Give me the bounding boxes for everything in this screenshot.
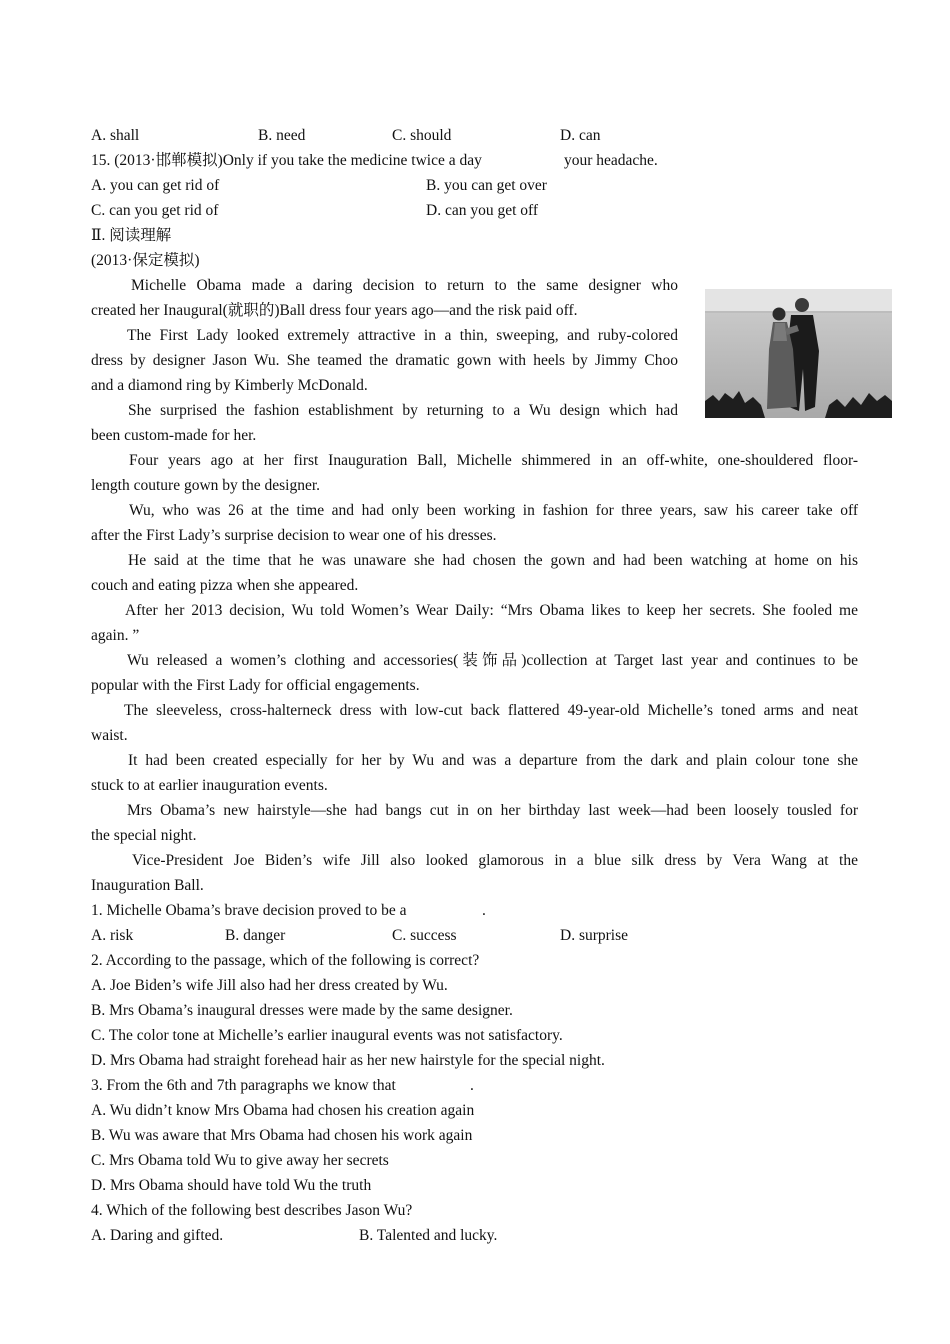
passage-line: and a diamond ring by Kimberly McDonald. bbox=[91, 377, 368, 394]
q1-option-a: A. risk bbox=[91, 927, 134, 944]
passage-line: again. ” bbox=[91, 627, 140, 644]
passage-line: stuck to at earlier inauguration events. bbox=[91, 777, 328, 794]
q1-stem: 1. Michelle Obama’s brave decision proved to be a bbox=[91, 902, 407, 919]
passage-line: couch and eating pizza when she appeared. bbox=[91, 577, 359, 594]
q3-option-a: A. Wu didn’t know Mrs Obama had chosen his creation again bbox=[91, 1102, 475, 1119]
passage-line: Four years ago at her first Inauguration Ball, Michelle shimmered in an off-white, one-shouldered floor- bbox=[129, 452, 858, 469]
passage-line: waist. bbox=[91, 727, 128, 744]
q3-option-d: D. Mrs Obama should have told Wu the truth bbox=[91, 1177, 372, 1194]
q15-option-c: C. can you get rid of bbox=[91, 202, 219, 219]
passage-line: The First Lady looked extremely attractive in a thin, sweeping, and ruby-colored bbox=[127, 327, 678, 344]
passage-line: been custom-made for her. bbox=[91, 427, 257, 444]
passage-line: Michelle Obama made a daring decision to return to the same designer who bbox=[131, 277, 678, 294]
q3-option-c: C. Mrs Obama told Wu to give away her secrets bbox=[91, 1152, 389, 1169]
passage-line: Inauguration Ball. bbox=[91, 877, 204, 894]
q15-option-b: B. you can get over bbox=[426, 177, 547, 194]
inauguration-photo bbox=[705, 289, 892, 418]
q14-option-d: D. can bbox=[560, 127, 601, 144]
q15-stem: 15. (2013·邯郸模拟)Only if you take the medicine twice a day bbox=[91, 152, 482, 169]
q1-stem-end: . bbox=[482, 902, 486, 919]
passage-line: The sleeveless, cross-halterneck dress with low-cut back flattered 49-year-old Michelle’s toned arms and neat bbox=[124, 702, 858, 719]
q2-option-d: D. Mrs Obama had straight forehead hair as her new hairstyle for the special night. bbox=[91, 1052, 605, 1069]
passage-line: He said at the time that he was unaware she had chosen the gown and had been watching at home on his bbox=[128, 552, 858, 569]
passage-line: popular with the First Lady for official engagements. bbox=[91, 677, 420, 694]
passage-source: (2013·保定模拟) bbox=[91, 252, 200, 269]
q14-option-b: B. need bbox=[258, 127, 306, 144]
q4-option-a: A. Daring and gifted. bbox=[91, 1227, 224, 1244]
q2-option-b: B. Mrs Obama’s inaugural dresses were made by the same designer. bbox=[91, 1002, 513, 1019]
q2-option-c: C. The color tone at Michelle’s earlier inaugural events was not satisfactory. bbox=[91, 1027, 563, 1044]
q3-stem: 3. From the 6th and 7th paragraphs we know that bbox=[91, 1077, 396, 1094]
passage-line: Vice-President Joe Biden’s wife Jill also looked glamorous in a blue silk dress by Vera Wang at the bbox=[132, 852, 858, 869]
q2-stem: 2. According to the passage, which of the following is correct? bbox=[91, 952, 480, 969]
q15-option-a: A. you can get rid of bbox=[91, 177, 220, 194]
passage-line: dress by designer Jason Wu. She teamed the dramatic gown with heels by Jimmy Choo bbox=[91, 352, 678, 369]
passage-line: Wu, who was 26 at the time and had only been working in fashion for three years, saw his career take off bbox=[129, 502, 858, 519]
passage-line: created her Inaugural(就职的)Ball dress four years ago—and the risk paid off. bbox=[91, 302, 578, 319]
q14-option-c: C. should bbox=[392, 127, 452, 144]
q14-option-a: A. shall bbox=[91, 127, 140, 144]
q3-option-b: B. Wu was aware that Mrs Obama had chosen his work again bbox=[91, 1127, 473, 1144]
q15-option-d: D. can you get off bbox=[426, 202, 539, 219]
passage-line: length couture gown by the designer. bbox=[91, 477, 321, 494]
passage-line: after the First Lady’s surprise decision to wear one of his dresses. bbox=[91, 527, 497, 544]
q1-option-b: B. danger bbox=[225, 927, 286, 944]
passage-line: Wu released a women’s clothing and accessories(装饰品)collection at Target last year and continues to be bbox=[127, 652, 858, 669]
passage-line: She surprised the fashion establishment by returning to a Wu design which had bbox=[128, 402, 678, 419]
couple-dancing-image bbox=[705, 289, 892, 418]
passage-line: Mrs Obama’s new hairstyle—she had bangs cut in on her birthday last week—had been loosely tousled for bbox=[127, 802, 858, 819]
q4-option-b: B. Talented and lucky. bbox=[359, 1227, 498, 1244]
q4-stem: 4. Which of the following best describes Jason Wu? bbox=[91, 1202, 413, 1219]
q3-stem-end: . bbox=[470, 1077, 474, 1094]
section-title: Ⅱ. 阅读理解 bbox=[91, 227, 172, 244]
passage-line: the special night. bbox=[91, 827, 197, 844]
q2-option-a: A. Joe Biden’s wife Jill also had her dress created by Wu. bbox=[91, 977, 448, 994]
passage-line: After her 2013 decision, Wu told Women’s Wear Daily: “Mrs Obama likes to keep her secrets. She fooled me bbox=[125, 602, 858, 619]
q15-stem-end: your headache. bbox=[564, 152, 658, 169]
passage-line: It had been created especially for her by Wu and was a departure from the dark and plain colour tone she bbox=[128, 752, 858, 769]
q1-option-c: C. success bbox=[392, 927, 457, 944]
q1-option-d: D. surprise bbox=[560, 927, 629, 944]
